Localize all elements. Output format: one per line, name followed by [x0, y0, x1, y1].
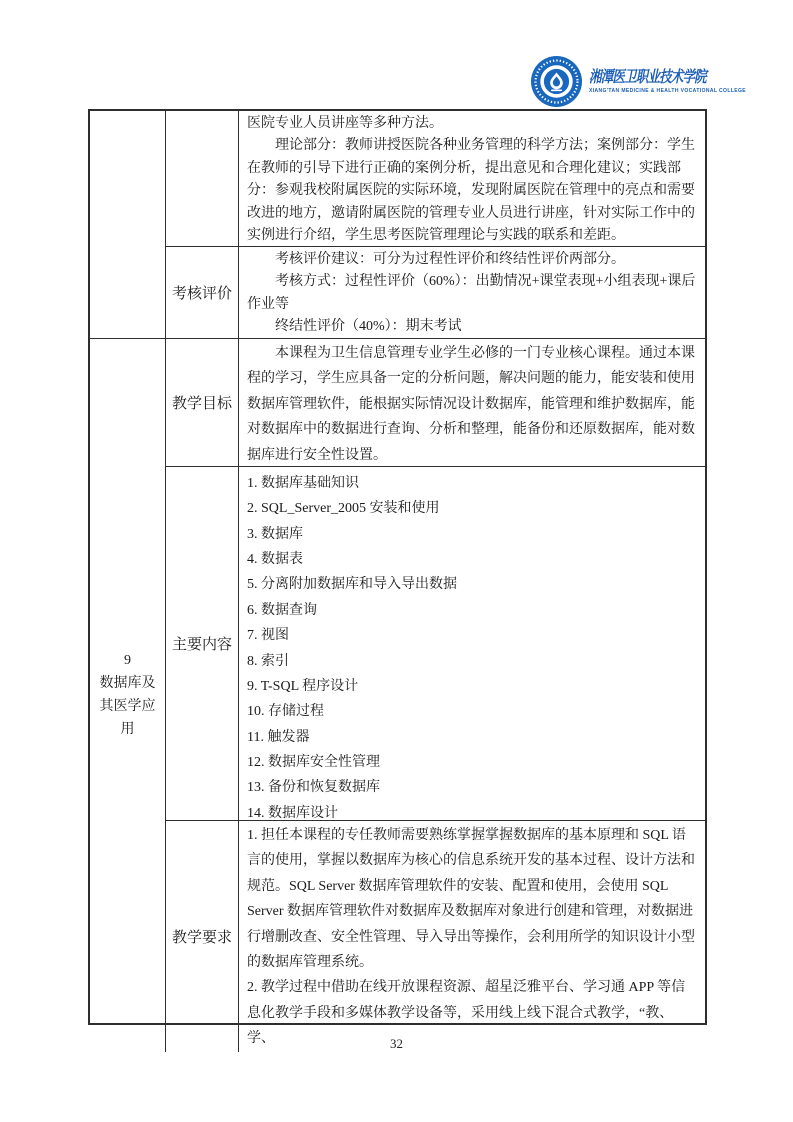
- college-logo: [531, 56, 746, 107]
- teaching-method-row: [166, 111, 705, 247]
- section-number-cell: [90, 339, 166, 1052]
- section-9-rows: [90, 339, 705, 1052]
- prev-section-number-cell: [90, 111, 166, 338]
- main-content-item: 13. 备份和恢复数据库: [247, 780, 380, 796]
- main-content-row: [166, 467, 705, 821]
- main-content-item: 12. 数据库安全性管理: [247, 754, 380, 770]
- main-content-item: 10. 存储过程: [247, 704, 324, 720]
- teaching-method-continuation: 医院专业人员讲座等多种方法。: [247, 116, 443, 131]
- main-content-item: 8. 索引: [247, 653, 289, 669]
- assessment-label: 考核评价: [166, 247, 239, 338]
- objectives-paragraph: 本课程为卫生信息管理专业学生必修的一门专业核心课程。通过本课程的学习，学生应具备一定的分析问题，解决问题的能力，能安装和使用数据库管理软件，能根据实际情况设计数据库，能管理和维护数据库，能对数据库中的数据进行查询、分析和整理，能备份和还原数据库，能对数据库进行安全性设置。: [247, 346, 695, 463]
- section-number: 9: [124, 653, 131, 669]
- teaching-method-paragraph: 理论部分：教师讲授医院各种业务管理的科学方法；案例部分：学生在教师的引导下进行正确的案例分析，提出意见和合理化建议；实践部分：参观我校附属医院的实际环境，发现附属医院在管理中的亮点和需要改进的地方，邀请附属医院的管理专业人员进行讲座，针对实际工作中的实例进行介绍，学生思考医院管理理论与实践的联系和差距。: [247, 138, 695, 244]
- college-name-zh: 湘潭医卫职业技术学院: [589, 69, 707, 86]
- assessment-paragraph: 考核方式：过程性评价（60%）：出勤情况+课堂表现+小组表现+课后作业等: [247, 274, 696, 312]
- main-content-list: [239, 467, 705, 820]
- main-content-item: 5. 分离附加数据库和导入导出数据: [247, 577, 457, 593]
- objectives-row: [166, 339, 705, 467]
- page-number: 32: [390, 1036, 403, 1051]
- main-content-item: 11. 触发器: [247, 729, 310, 745]
- main-content-item: 6. 数据查询: [247, 602, 317, 618]
- main-content-item: 7. 视图: [247, 628, 289, 644]
- requirements-row: [166, 821, 705, 1052]
- section-title: 数据库及其医学应用: [99, 676, 156, 738]
- college-emblem-icon: [531, 56, 582, 107]
- requirements-label: 教学要求: [166, 821, 239, 1052]
- teaching-method-content: [239, 111, 705, 246]
- objectives-label: 教学目标: [166, 339, 239, 466]
- main-content-item: 2. SQL_Server_2005 安装和使用: [247, 501, 440, 517]
- assessment-paragraph: 终结性评价（40%）：期末考试: [275, 319, 462, 335]
- main-content-label: 主要内容: [166, 467, 239, 820]
- main-content-item: 4. 数据表: [247, 552, 303, 568]
- main-content-item: 1. 数据库基础知识: [247, 476, 359, 491]
- college-name-en: XIANG'TAN MEDICINE & HEALTH VOCATIONAL COLLEGE: [589, 88, 746, 94]
- main-content-item: 3. 数据库: [247, 526, 303, 542]
- teaching-method-label-cell: [166, 111, 239, 246]
- assessment-row: [166, 247, 705, 338]
- prev-section-rows: [90, 111, 705, 339]
- main-content-item: 14. 数据库设计: [247, 805, 338, 820]
- main-content-item: 9. T-SQL 程序设计: [247, 678, 359, 694]
- requirements-paragraph: 1. 担任本课程的专任教师需要熟练掌握掌握数据库的基本原理和 SQL 语言的使用，掌握以数据库为核心的信息系统开发的基本过程、设计方法和规范。SQL Server 数据库管理软件的安装、配置和使用，会使用 SQL Server 数据库管理软件对数据库及数据库对象进行创建和管理，对数据进行增删改查、安全性管理、导入导出等操作，会利用所学的知识设计小型的数据库管理系统。: [247, 828, 695, 971]
- objectives-content: [239, 339, 705, 466]
- college-name: [589, 68, 746, 95]
- assessment-paragraph: 考核评价建议：可分为过程性评价和终结性评价两部分。: [275, 252, 625, 267]
- requirements-content: [239, 821, 705, 1052]
- assessment-content: [239, 247, 705, 338]
- requirements-paragraph: 2. 教学过程中借助在线开放课程资源、超星泛雅平台、学习通 APP 等信息化教学手段和多媒体教学设备等，采用线上线下混合式教学，“教、学、: [247, 980, 686, 1047]
